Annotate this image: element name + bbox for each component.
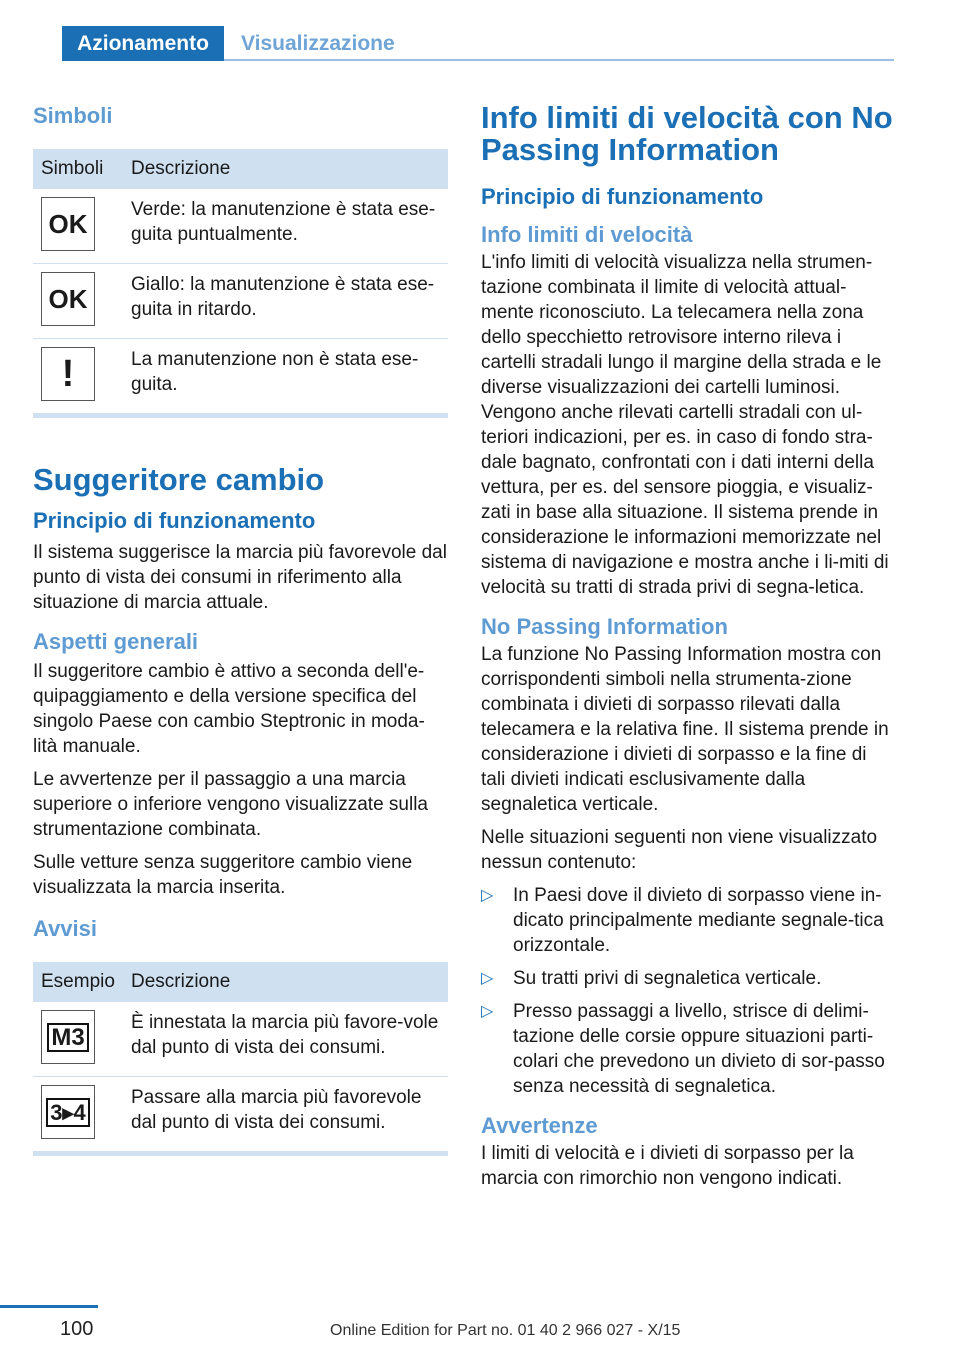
subheading: Avvisi [33,916,98,941]
subheading: Info limiti di velocità [481,222,693,247]
paragraph: L'info limiti di velocità visualizza nella strumen-tazione combinata il limite di velocità attual-mente riconosciuto. La telecamera nella zona dello specchietto retrovisore interno rileva i cartelli stradali lungo il margine della strada e le diverse visualizzazioni dei cartelli luminosi. Vengono anche rilevati cartelli stradali con ul-teriori indicazioni, per es. in caso di fondo stra-dale bagnato, confrontati con i dati interni della vettura, per es. del sensore pioggia, e visualiz-zati in base alla situazione. Il sistema prende in considerazione le informazioni memorizzate nel sistema di navigazione e mostra anche i li-miti di velocità su tratti di strada privi di segna-letica. [481,252,889,598]
bullet-triangle-icon: ▷ [481,887,494,904]
table-header: Simboli [33,149,123,189]
table-header: Descrizione [123,962,448,1002]
list-item: ▷ Presso passaggi a livello, strisce di delimi-tazione delle corsie oppure situazioni parti-colari che prevedono un divieto di sor-passo senza necessità di segnaletica. [481,1001,885,1097]
simboli-heading: Simboli [33,103,113,128]
paragraph: Le avvertenze per il passaggio a una marcia superiore o inferiore vengono visualizzate sulla strumentazione combinata. [33,769,429,840]
row-desc: Verde: la manutenzione è stata ese-guita puntualmente. [123,189,448,264]
bullet-triangle-icon: ▷ [481,1003,494,1020]
avvisi-table [33,962,448,1151]
section-title: Suggeritore cambio [33,462,325,497]
left-column [33,100,448,1156]
paragraph: Il sistema suggerisce la marcia più favorevole dal punto di vista dei consumi in riferimento alla situazione di marcia attuale. [33,542,447,613]
table-header: Esempio [33,962,123,1002]
right-column [481,100,896,1191]
ok-icon: OK [41,197,95,251]
bullet-triangle-icon: ▷ [481,970,494,987]
section-title: Info limiti di velocità con No Passing Information [481,100,893,167]
subheading: Avvertenze [481,1113,598,1138]
table-row [33,1002,448,1077]
subheading: No Passing Information [481,614,728,639]
gear-m3-icon: M3 [41,1010,95,1064]
footer-line [0,1305,98,1308]
simboli-table [33,149,448,413]
list-item: ▷ In Paesi dove il divieto di sorpasso viene in-dicato principalmente mediante segnale-tica orizzontale. [481,885,884,956]
subheading: Principio di funzionamento [481,184,764,209]
paragraph: Sulle vetture senza suggeritore cambio viene visualizzata la marcia inserita. [33,852,413,898]
table-divider [33,1151,448,1156]
page-number: 100 [60,1318,94,1340]
gear-shift-icon: 3▸4 [41,1085,95,1139]
paragraph: I limiti di velocità e i divieti di sorpasso per la marcia con rimorchio non vengono indicati. [481,1143,854,1189]
paragraph: Nelle situazioni seguenti non viene visualizzato nessun contenuto: [481,827,878,873]
paragraph: La funzione No Passing Information mostra con corrispondenti simboli nella strumenta-zione combinata i divieti di sorpasso rilevati dalla telecamera e la relativa fine. Il sistema prende in considerazione i divieti di sorpasso e la fine di tali divieti indicati esclusivamente dalla segnaletica verticale. [481,644,889,815]
row-desc: La manutenzione non è stata ese-guita. [131,349,419,395]
row-desc: Giallo: la manutenzione è stata ese-guita in ritardo. [123,264,448,339]
list-item: ▷ Su tratti privi di segnaletica verticale. [481,968,822,989]
edition-text: Online Edition for Part no. 01 40 2 966 027 - X/15 [330,1322,681,1339]
subheading: Principio di funzionamento [33,508,316,533]
ok-icon: OK [41,272,95,326]
paragraph: Il suggeritore cambio è attivo a seconda dell'e-quipaggiamento e della versione specifica del singolo Paese con cambio Steptronic in moda-lità manuale. [33,661,425,757]
exclamation-icon: ! [41,347,95,401]
row-desc: È innestata la marcia più favore-vole dal punto di vista dei consumi. [123,1002,448,1077]
table-row [33,189,448,264]
row-desc: Passare alla marcia più favorevole dal punto di vista dei consumi. [131,1087,422,1133]
table-row [33,264,448,339]
subheading: Aspetti generali [33,629,199,654]
tab-visualizzazione[interactable]: Visualizzazione [224,26,894,61]
table-row [33,339,448,414]
tab-azionamento[interactable]: Azionamento [62,26,224,61]
table-row [33,1077,448,1152]
table-divider [33,413,448,418]
table-header: Descrizione [123,149,448,189]
